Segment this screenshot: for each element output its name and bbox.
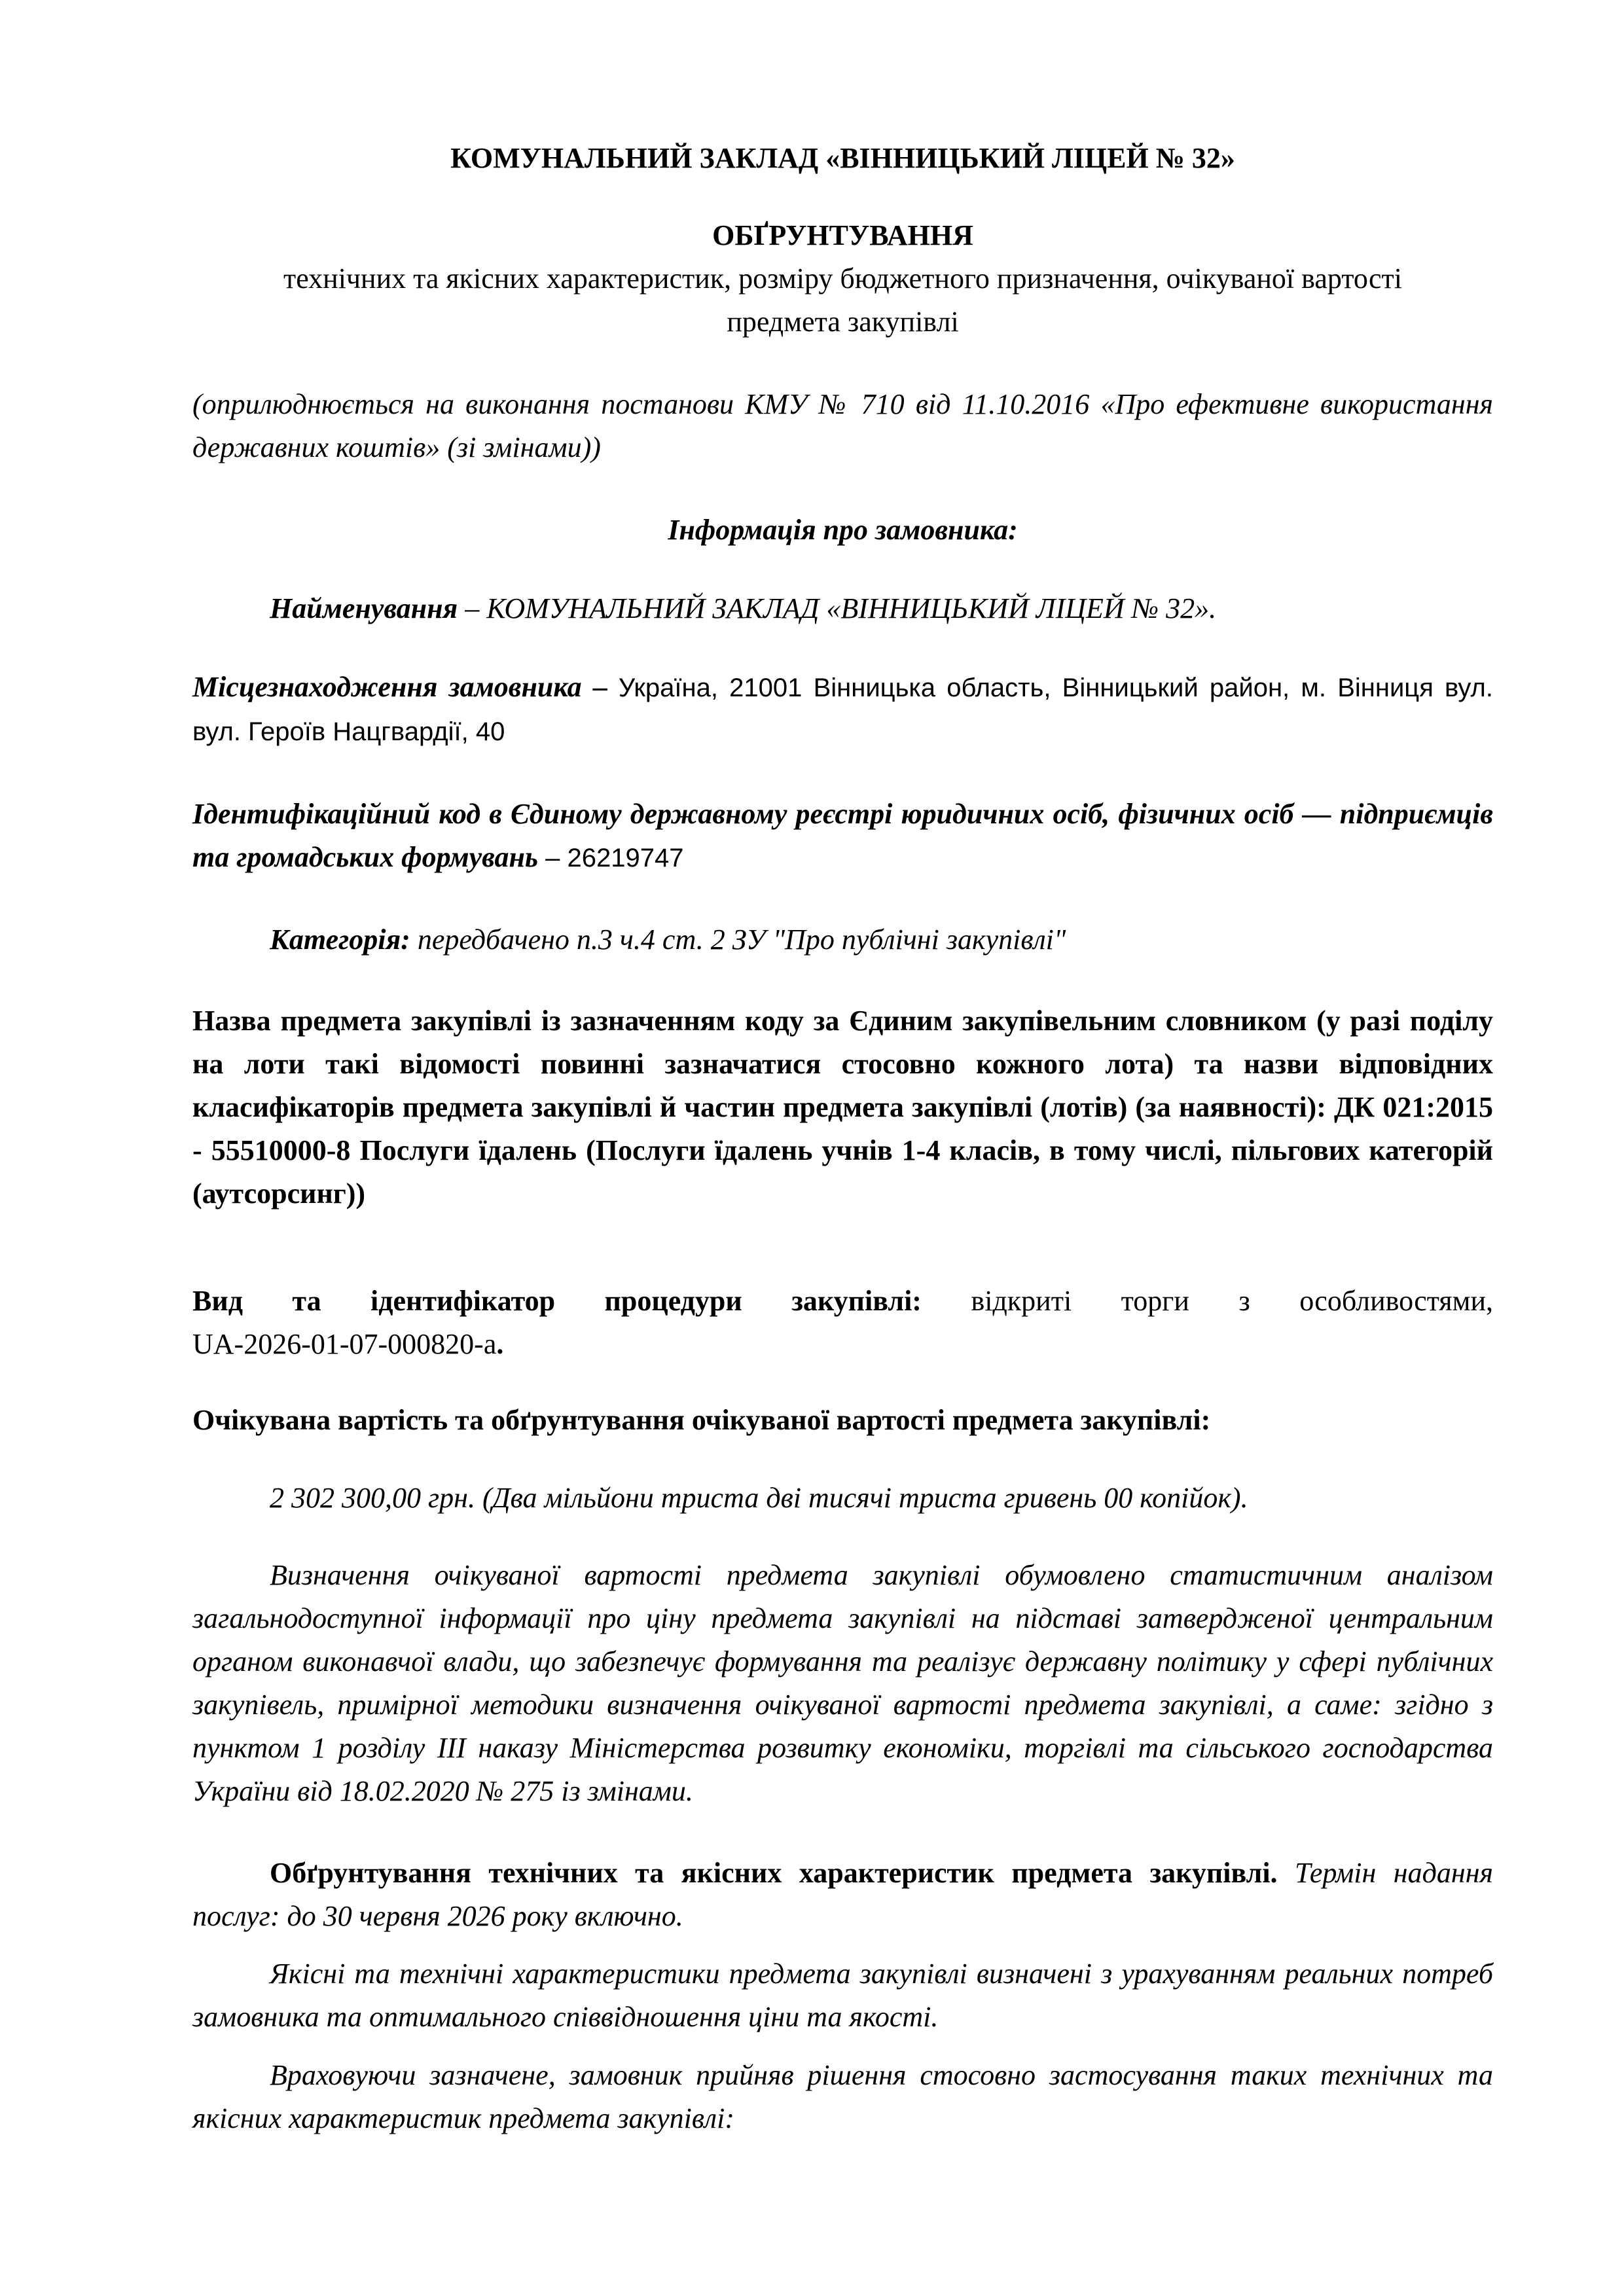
expected-cost-title: Очікувана вартість та обґрунтування очікуваної вартості предмета закупівлі: — [192, 1404, 1211, 1436]
customer-location-label: Місцезнаходження замовника — [192, 671, 582, 703]
technical-characteristics — [192, 1852, 1493, 1938]
customer-category-label: Категорія: — [270, 924, 410, 956]
customer-name-label: Найменування — [270, 592, 458, 624]
procedure-label: Вид та ідентифікатор процедури закупівлі: — [192, 1285, 922, 1317]
customer-location-dash: – — [581, 671, 619, 703]
procedure-line-2 — [192, 1323, 1493, 1366]
customer-location-value: Україна, 21001 Вінницька область, Вінницький район, м. Вінниця вул. вул. Героїв Нацгвардії, 40 — [192, 673, 1494, 746]
customer-name-value: – КОМУНАЛЬНИЙ ЗАКЛАД «ВІННИЦЬКИЙ ЛІЦЕЙ № 32». — [458, 592, 1217, 624]
customer-name — [192, 587, 1493, 630]
institution-heading: КОМУНАЛЬНИЙ ЗАКЛАД «ВІННИЦЬКИЙ ЛІЦЕЙ № 32» — [450, 142, 1235, 174]
customer-id-code — [192, 793, 1493, 880]
customer-id-label: Ідентифікаційний код в Єдиному державному реєстрі юридичних осіб, фізичних осіб — підприємців та громадських формувань — [192, 798, 1493, 873]
customer-section-title: Інформація про замовника: — [668, 514, 1018, 546]
quality-statement: Якісні та технічні характеристики предмета закупівлі визначені з урахуванням реальних потреб замовника та оптимального співвідношення ціни та якості. — [192, 1958, 1493, 2033]
procedure-line-1 — [192, 1280, 1493, 1323]
procedure-id-end: . — [496, 1328, 504, 1360]
document-subtitle-line-2: предмета закупівлі — [727, 306, 959, 338]
publication-notice: (оприлюднюється на виконання постанови КМУ № 710 від 11.10.2016 «Про ефективне використання державних коштів» (зі змінами)) — [192, 388, 1493, 463]
document-subtitle-line-1: технічних та якісних характеристик, розміру бюджетного призначення, очікуваної вартості — [283, 262, 1403, 295]
customer-id-value: – 26219747 — [538, 844, 684, 872]
customer-category-value: передбачено п.3 ч.4 ст. 2 ЗУ "Про публічні закупівлі" — [410, 924, 1066, 956]
procurement-subject: Назва предмета закупівлі із зазначенням коду за Єдиним закупівельним словником (у разі поділу на лоти такі відомості повинні зазначатися стосовно кожного лота) та назви відповідних класифікаторів предмета закупівлі й частин предмета закупівлі (лотів) (за наявності): ДК 021:2015 - 55510000-8 Послуги їдалень (Послуги їдалень учнів 1-4 класів, в тому числі, пільгових категорій (аутсорсинг)) — [192, 1005, 1493, 1210]
customer-location — [192, 666, 1493, 753]
procedure-id: UA-2026-01-07-000820-a — [192, 1328, 497, 1360]
decision-statement: Враховуючи зазначене, замовник прийняв рішення стосовно застосування таких технічних та якісних характеристик предмета закупівлі: — [192, 2059, 1493, 2134]
service-term: Термін надання послуг: до 30 червня 2026 року включно. — [192, 1857, 1493, 1932]
technical-title: Обґрунтування технічних та якісних характеристик предмета закупівлі. — [270, 1857, 1278, 1889]
document-title: ОБҐРУНТУВАННЯ — [712, 219, 973, 251]
expected-cost-justification: Визначення очікуваної вартості предмета закупівлі обумовлено статистичним аналізом загальнодоступної інформації про ціну предмета закупівлі на підставі затвердженої центральним органом виконавчої влади, що забезпечує формування та реалізує державну політику у сфері публічних закупівель, примірної методики визначення очікуваної вартості предмета закупівлі, а саме: згідно з пунктом 1 розділу ІІІ наказу Міністерства розвитку економіки, торгівлі та сільського господарства України від 18.02.2020 № 275 із змінами. — [192, 1559, 1493, 1807]
customer-category — [192, 918, 1493, 961]
procedure-value: відкриті торги з особливостями, — [921, 1285, 1493, 1317]
expected-cost-amount: 2 302 300,00 грн. (Два мільйони триста дві тисячі триста гривень 00 копійок). — [270, 1482, 1248, 1514]
